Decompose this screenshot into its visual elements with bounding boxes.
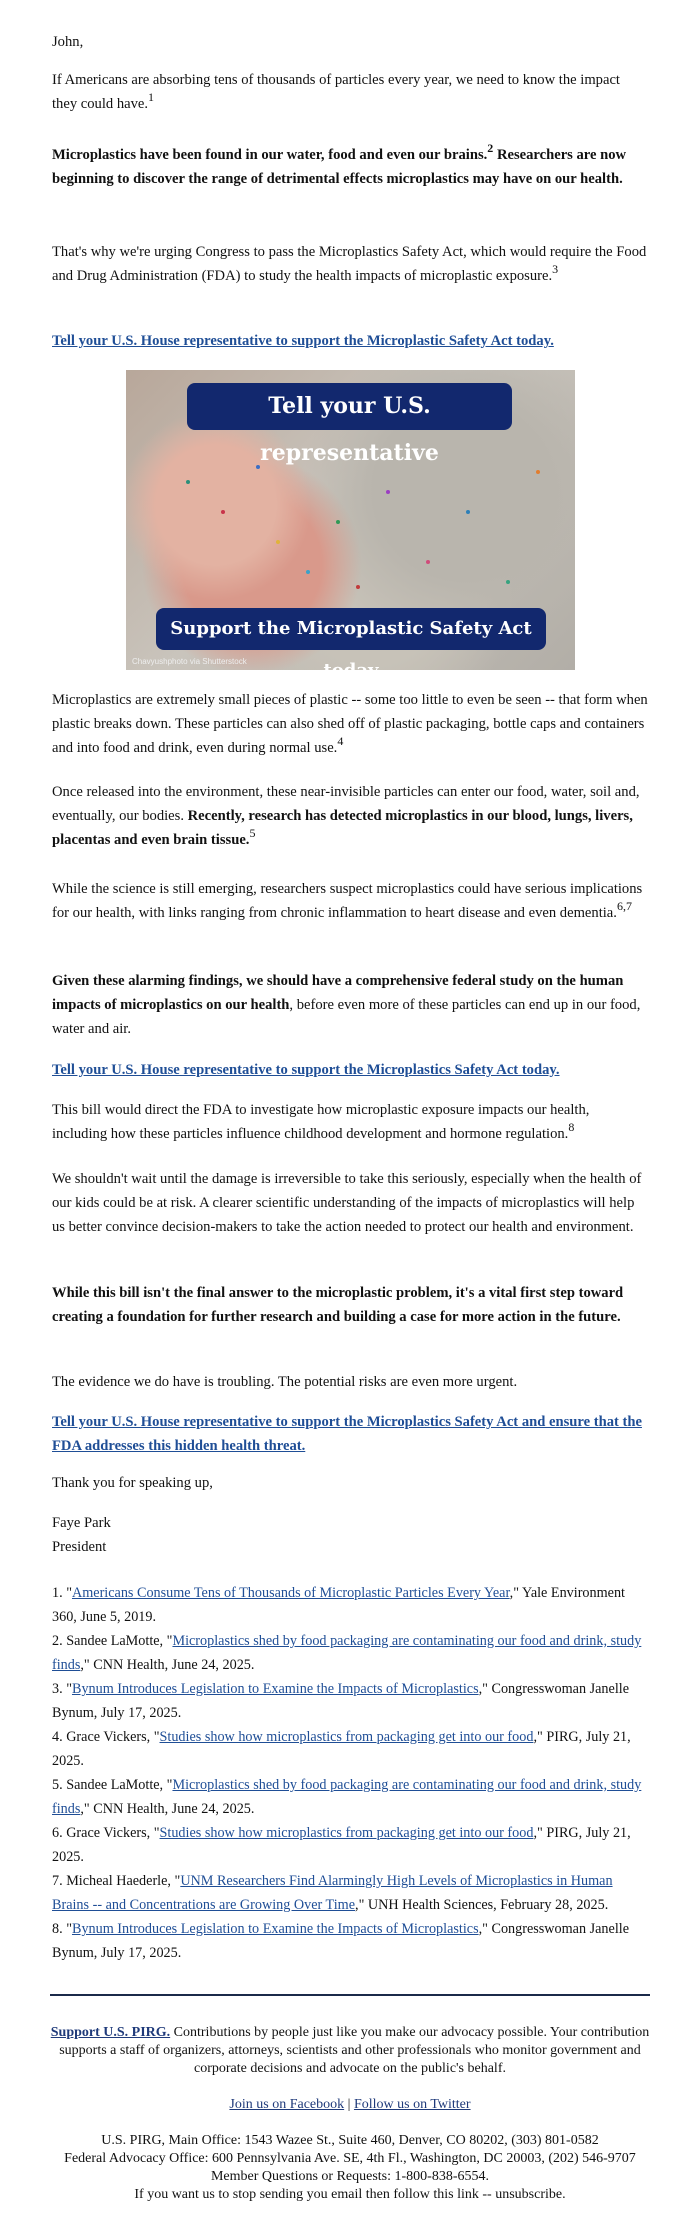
footnote-ref: 4 [337,734,344,749]
paragraph-3: That's why we're urging Congress to pass the Microplastics Safety Act, which would require the Food and Drug Administration (FDA) to study the health impacts of microplastic exposure.$^3$ [52,244,647,284]
footnote-ref: 5 [249,826,256,841]
paragraph-9: We shouldn't wait until the damage is irreversible to take this seriously, especially when the health of our kids could be at risk. A clearer scientific understanding of the impacts of microplastics will help us better convince decision-makers to take the action needed to protect our health and environment. [52,1171,642,1235]
cta-link-2[interactable]: Tell your U.S. House representative to support the Microplastics Safety Act today. [52,1062,560,1078]
reference-item: 6. Grace Vickers, "Studies show how microplastics from packaging get into our food," PIRG, July 21, 2025. [52,1825,631,1865]
reference-link[interactable]: Microplastics shed by food packaging are contaminating our food and drink, study finds [52,1633,642,1673]
reference-link[interactable]: Microplastics shed by food packaging are contaminating our food and drink, study finds [52,1777,642,1817]
twitter-link[interactable]: Follow us on Twitter [353,2097,471,2112]
paragraph-2: Microplastics have been found in our water, food and even our brains.$^2$ Researchers are now beginning to discover the range of detrimental effects microplastics may have on our health. [52,141,627,187]
paragraph-6: While the science is still emerging, researchers suspect microplastics could have serious implications for our health, with links ranging from chronic inflammation to heart disease and even dementia.$^{6,7}$ [52,881,643,921]
support-link[interactable]: Support U.S. PIRG. [50,2025,171,2040]
paragraph-1: If Americans are absorbing tens of thousands of particles every year, we need to know the impact they could have.$^1$ [52,72,620,112]
facebook-link[interactable]: Join us on Facebook [229,2097,345,2112]
reference-item: 8. "Bynum Introduces Legislation to Examine the Impacts of Microplastics," Congresswoman Janelle Bynum, July 17, 2025. [52,1921,630,1961]
member-questions: Member Questions or Requests: 1-800-838-6554. [210,2169,490,2184]
hero-top-label: Tell your U.S. representative [187,383,512,430]
thanks: Thank you for speaking up, [52,1475,213,1491]
references-list [52,1581,648,1965]
signer-title: President [52,1539,107,1555]
paragraph-4: Microplastics are extremely small pieces of plastic -- some too little to even be seen -- that form when plastic breaks down. These particles can also shed off of plastic packaging, bottle caps and containers and into food and drink, even during normal use.$^4$ [52,692,648,756]
cta-link-1[interactable]: Tell your U.S. House representative to support the Microplastic Safety Act today. [52,333,554,349]
reference-link[interactable]: Studies show how microplastics from packaging get into our food [159,1729,534,1745]
reference-item: 1. "Americans Consume Tens of Thousands of Microplastic Particles Every Year," Yale Environment 360, June 5, 2019. [52,1585,625,1625]
paragraph-7: Given these alarming findings, we should have a comprehensive federal study on the human impacts of microplastics on our health, before even more of these particles can end up in our food, water and air. [52,973,641,1037]
reference-item: 5. Sandee LaMotte, "Microplastics shed by food packaging are contaminating our food and drink, study finds," CNN Health, June 24, 2025. [52,1777,642,1817]
footer-divider [50,1994,650,1996]
paragraph-11: The evidence we do have is troubling. The potential risks are even more urgent. [52,1374,518,1390]
hero-image[interactable] [126,370,575,681]
federal-office: Federal Advocacy Office: 600 Pennsylvania Ave. SE, 4th Fl., Washington, DC 20003, (202) 546-9707 [64,2151,636,2166]
reference-item: 2. Sandee LaMotte, "Microplastics shed by food packaging are contaminating our food and drink, study finds," CNN Health, June 24, 2025. [52,1633,642,1673]
footnote-ref: 2 [487,141,494,156]
footer-support: Support U.S. PIRG. Contributions by people just like you make our advocacy possible. Your contribution supports a staff of organizers, attorneys, scientists and other professionals who monitor government and corporate decisions and advocate on the public's behalf. [50,2025,650,2076]
photo-credit: Chavyushphoto via Shutterstock [132,657,247,666]
paragraph-5: Once released into the environment, these near-invisible particles can enter our food, water, soil and, eventually, our bodies. Recently, research has detected microplastics in our blood, lungs, livers, placentas and even brain tissue.$^5$ [52,784,640,848]
cta-link-3-wrap [52,1410,648,1458]
social-links: Join us on Facebook | Follow us on Twitter [229,2097,471,2112]
reference-item: 3. "Bynum Introduces Legislation to Examine the Impacts of Microplastics," Congresswoman Janelle Bynum, July 17, 2025. [52,1681,630,1721]
footnote-ref: 3 [552,262,559,277]
reference-link[interactable]: Bynum Introduces Legislation to Examine the Impacts of Microplastics [71,1681,479,1697]
cta-link-2-wrap [52,1058,648,1082]
reference-item: 7. Micheal Haederle, "UNM Researchers Find Alarmingly High Levels of Microplastics in Human Brains -- and Concentrations are Growing Over Time," UNH Health Sciences, February 28, 2025. [52,1873,613,1913]
reference-link[interactable]: Studies show how microplastics from packaging get into our food [159,1825,534,1841]
reference-link[interactable]: Bynum Introduces Legislation to Examine the Impacts of Microplastics [71,1921,479,1937]
footer-addresses [50,2132,650,2204]
paragraph-10: While this bill isn't the final answer to the microplastic problem, it's a vital first step toward creating a foundation for further research and building a case for more action in the future. [52,1285,624,1325]
footnote-ref: 1 [148,90,155,105]
main-office: U.S. PIRG, Main Office: 1543 Wazee St., Suite 460, Denver, CO 80202, (303) 801-0582 [101,2133,599,2148]
reference-item: 4. Grace Vickers, "Studies show how microplastics from packaging get into our food," PIRG, July 21, 2025. [52,1729,631,1769]
paragraph-8: This bill would direct the FDA to investigate how microplastic exposure impacts our health, including how these particles influence childhood development and hormone regulation.$^8$ [52,1102,590,1142]
signature [52,1511,648,1559]
unsubscribe-line[interactable]: If you want us to stop sending you email then follow this link -- unsubscribe. [134,2187,566,2202]
cta-link-1-wrap [52,329,648,353]
cta-link-3[interactable]: Tell your U.S. House representative to support the Microplastics Safety Act and ensure that the FDA addresses this hidden health threat. [52,1414,642,1454]
reference-link[interactable]: Americans Consume Tens of Thousands of Microplastic Particles Every Year [71,1585,510,1601]
greeting: John, [52,34,84,50]
reference-link[interactable]: UNM Researchers Find Alarmingly High Levels of Microplastics in Human Brains -- and Concentrations are Growing Over Time [52,1873,613,1913]
footnote-ref: 8 [568,1120,575,1135]
hero-bottom-label: Support the Microplastic Safety Act today [156,608,546,650]
signer-name: Faye Park [52,1515,111,1531]
footnote-ref: 6,7 [616,899,632,914]
